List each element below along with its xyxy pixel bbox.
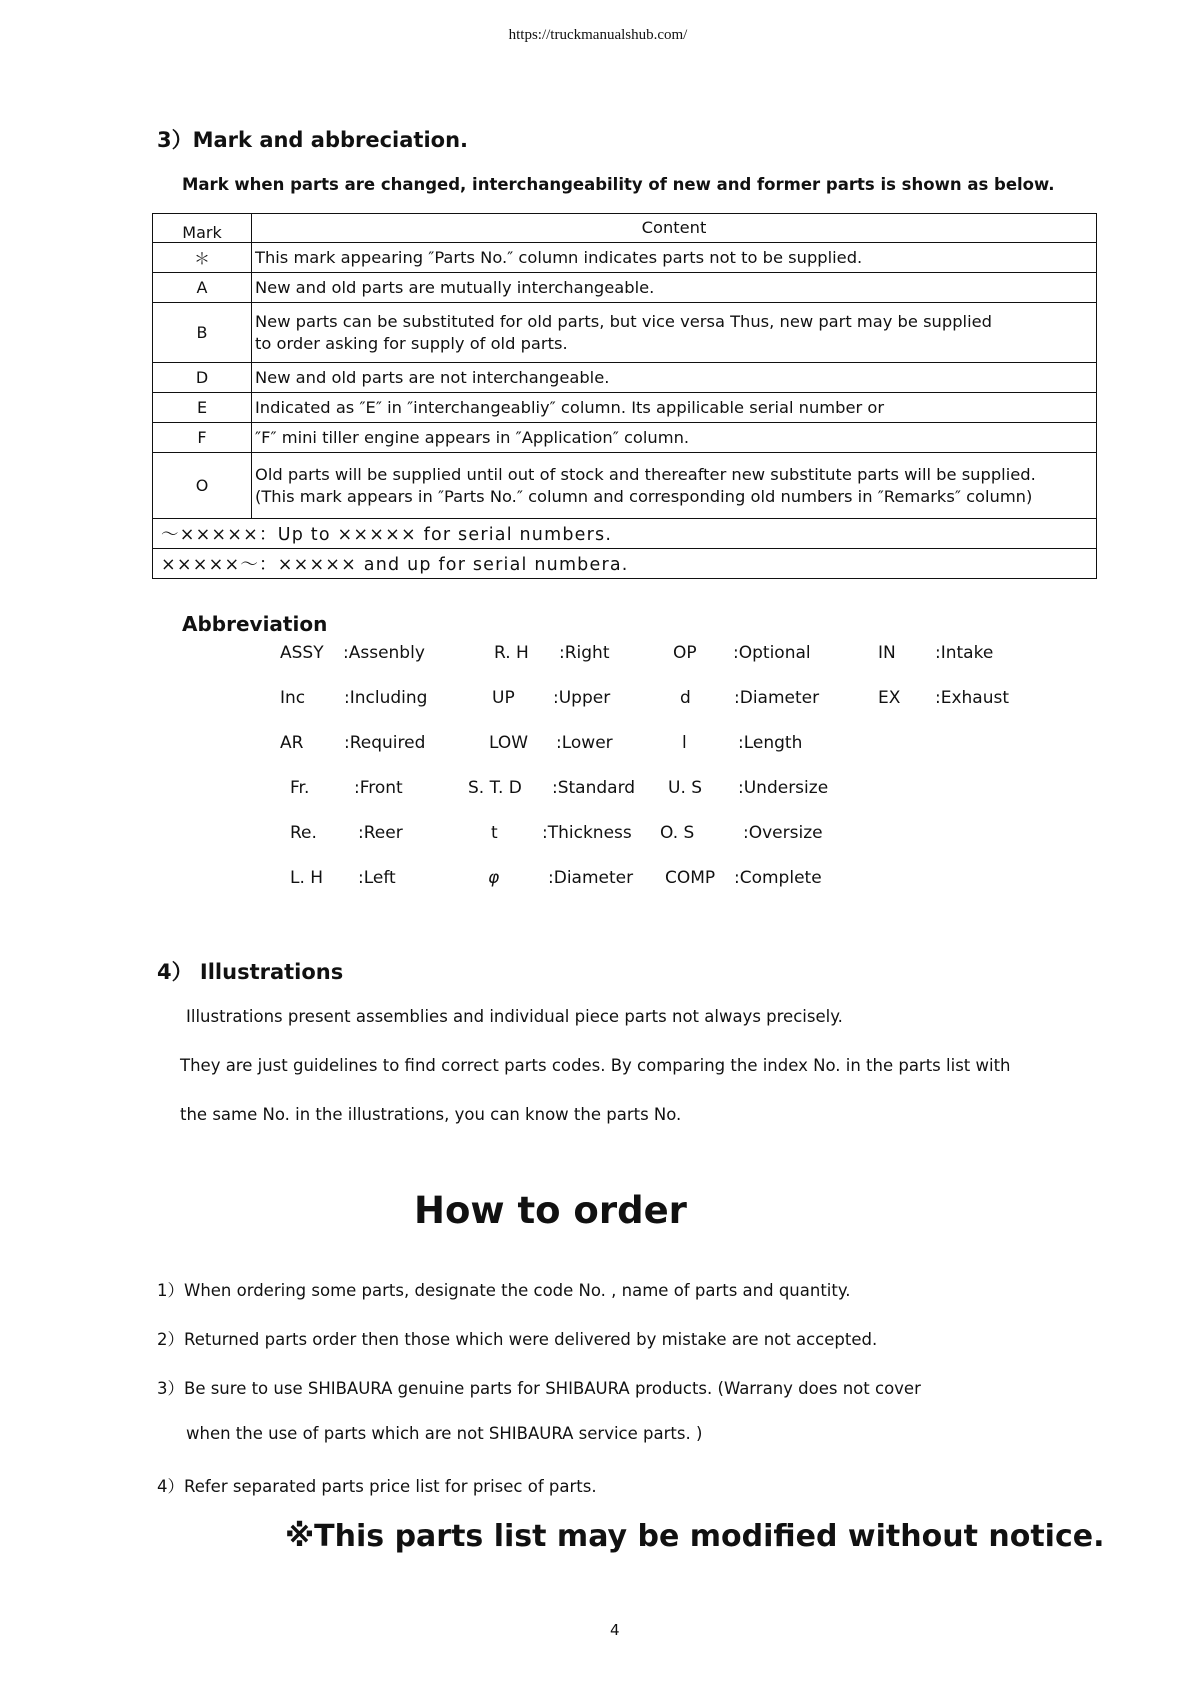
content-cell <box>252 453 1097 519</box>
abbr-meaning: :Optional <box>733 643 811 663</box>
abbr-meaning: :Upper <box>553 688 611 708</box>
abbr-meaning: :Diameter <box>548 868 634 888</box>
order-item: 3）Be sure to use SHIBAURA genuine parts for SHIBAURA products. (Warrany does not cover <box>157 1379 921 1398</box>
abbr-meaning: :Front <box>354 778 403 798</box>
table-row <box>153 243 1097 273</box>
abbr-term: EX <box>878 688 901 708</box>
abbr-term: Re. <box>290 823 317 843</box>
mark-cell: E <box>153 393 252 423</box>
abbr-term: R. H <box>494 643 529 663</box>
mark-table-header <box>153 214 1097 243</box>
abbr-term: OP <box>673 643 697 663</box>
illustrations-line: the same No. in the illustrations, you can know the parts No. <box>180 1105 682 1124</box>
abbr-meaning: :Required <box>344 733 426 753</box>
abbr-term: IN <box>878 643 896 663</box>
abbr-term: AR <box>280 733 304 753</box>
abbr-meaning: :Standard <box>552 778 636 798</box>
mark-cell: A <box>153 273 252 303</box>
mark-cell: B <box>153 303 252 363</box>
abbr-term: t <box>491 823 498 843</box>
how-to-order-title: How to order <box>414 1189 687 1232</box>
abbr-meaning: :Oversize <box>743 823 823 843</box>
abbr-term: ASSY <box>280 643 324 663</box>
table-row <box>153 423 1097 453</box>
abbr-meaning: :Lower <box>556 733 613 753</box>
abbr-term: U. S <box>668 778 703 798</box>
col-content-header: Content <box>252 214 1097 243</box>
abbr-term: LOW <box>489 733 529 753</box>
illustrations-line: They are just guidelines to find correct parts codes. By comparing the index No. in the parts list with <box>180 1056 1011 1075</box>
content-cell <box>252 303 1097 363</box>
abbr-term: l <box>682 733 687 753</box>
abbr-meaning: :Diameter <box>734 688 820 708</box>
abbr-term: S. T. D <box>468 778 522 798</box>
abbr-term: O. S <box>660 823 695 843</box>
section-3-heading: 3）Mark and abbreciation. <box>157 128 469 152</box>
abbr-meaning: :Intake <box>935 643 994 663</box>
abbr-term: L. H <box>290 868 324 888</box>
abbr-meaning: :Reer <box>358 823 403 843</box>
mark-cell: F <box>153 423 252 453</box>
content-line: to order asking for supply of old parts. <box>255 333 568 353</box>
content-cell: New and old parts are mutually interchangeable. <box>252 273 1097 303</box>
abbr-term: COMP <box>665 868 716 888</box>
content-cell: Indicated as ″E″ in ″interchangeabliy″ column. Its appilicable serial number or <box>252 393 1097 423</box>
abbr-meaning: :Length <box>738 733 803 753</box>
content-cell: This mark appearing ″Parts No.″ column indicates parts not to be supplied. <box>252 243 1097 273</box>
modification-notice: ※This parts list may be modified without notice. <box>285 1519 1105 1554</box>
content-cell: New and old parts are not interchangeable. <box>252 363 1097 393</box>
abbr-meaning: :Left <box>358 868 396 888</box>
mark-cell: D <box>153 363 252 393</box>
abbr-term: UP <box>492 688 515 708</box>
col-mark-header: Mark <box>153 214 252 243</box>
abbr-term: φ <box>488 868 500 888</box>
abbr-meaning: :Right <box>559 643 610 663</box>
table-row <box>153 393 1097 423</box>
table-row <box>153 303 1097 363</box>
illustrations-line: Illustrations present assemblies and individual piece parts not always precisely. <box>186 1007 843 1026</box>
abbr-term: Inc <box>280 688 306 708</box>
content-line: Old parts will be supplied until out of stock and thereafter new substitute parts will be supplied. <box>255 464 1036 484</box>
order-item-continued: when the use of parts which are not SHIBAURA service parts. ) <box>186 1424 703 1443</box>
abbr-meaning: :Exhaust <box>935 688 1010 708</box>
abbr-term: Fr. <box>290 778 310 798</box>
serial-row <box>153 519 1097 549</box>
content-line: New parts can be substituted for old parts, but vice versa Thus, new part may be supplied <box>255 311 992 331</box>
table-row <box>153 363 1097 393</box>
serial-row <box>153 549 1097 579</box>
serial-row-cell: ×××××～：××××× and up for serial numbera. <box>153 549 1097 579</box>
content-cell: ″F″ mini tiller engine appears in ″Application″ column. <box>252 423 1097 453</box>
page-number: 4 <box>610 1621 620 1639</box>
order-item: 4）Refer separated parts price list for prisec of parts. <box>157 1477 597 1496</box>
order-item: 1）When ordering some parts, designate the code No. , name of parts and quantity. <box>157 1281 851 1300</box>
section-3-intro: Mark when parts are changed, interchangeability of new and former parts is shown as below. <box>182 175 1055 194</box>
mark-table <box>152 213 1097 579</box>
content-line: (This mark appears in ″Parts No.″ column and corresponding old numbers in ″Remarks″ column) <box>255 486 1033 506</box>
section-4-heading: 4） Illustrations <box>157 960 344 984</box>
mark-cell: ＊ <box>153 243 252 273</box>
abbr-meaning: :Including <box>344 688 428 708</box>
mark-cell: O <box>153 453 252 519</box>
order-item: 2）Returned parts order then those which were delivered by mistake are not accepted. <box>157 1330 878 1349</box>
serial-row-cell: ～×××××：Up to ××××× for serial numbers. <box>153 519 1097 549</box>
abbr-meaning: :Undersize <box>738 778 829 798</box>
table-row <box>153 273 1097 303</box>
table-row <box>153 453 1097 519</box>
abbr-term: d <box>680 688 691 708</box>
abbr-meaning: :Assenbly <box>343 643 425 663</box>
abbr-meaning: :Complete <box>734 868 822 888</box>
source-url: https://truckmanualshub.com/ <box>508 27 688 43</box>
abbr-meaning: :Thickness <box>542 823 632 843</box>
abbreviation-heading: Abbreviation <box>182 612 328 636</box>
